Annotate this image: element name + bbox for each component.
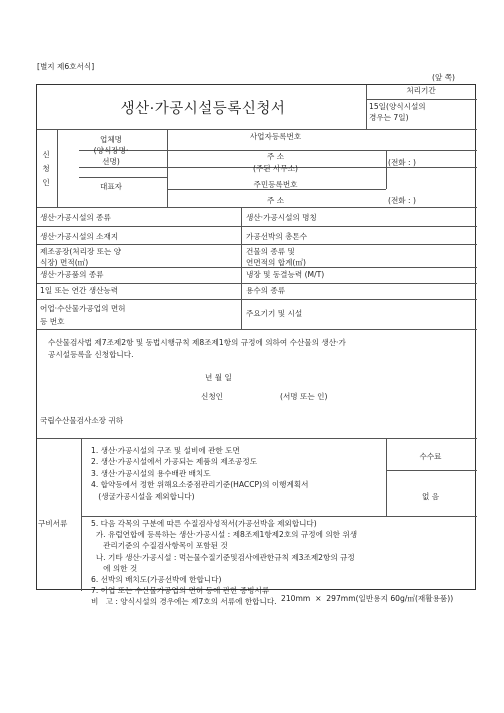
facility-type-label: 생산·가공시설의 종류 bbox=[40, 213, 111, 222]
list-item: 3. 생산·가공시설의 용수배관 배치도 bbox=[91, 468, 211, 478]
rep-address-label: 주 소 bbox=[266, 196, 285, 205]
date-line: 년 월 일 bbox=[205, 373, 232, 382]
processing-period-note: 경우는 7일) bbox=[369, 113, 409, 122]
statement-line-2: 공시설등록을 신청합니다. bbox=[48, 350, 134, 359]
product-type-label: 생산·가공품의 종류 bbox=[40, 270, 104, 279]
documents-label: 구비서류 bbox=[38, 519, 68, 528]
company-name-label: 업체명 (양식장명· 선명) bbox=[93, 135, 129, 166]
fee-value: 없 음 bbox=[421, 492, 440, 501]
form-number-label: [별지 제6호서식] bbox=[37, 62, 95, 71]
production-capacity-label: 1일 또는 연간 생산능력 bbox=[40, 286, 119, 295]
list-item: 6. 선박의 배치도(가공선박에 한합니다) bbox=[91, 575, 222, 585]
statement-line-1: 수산물검사법 제7조제2항 및 동법시행규칙 제8조제1항의 규정에 의하여 수산물의 생산·가 bbox=[48, 338, 346, 347]
documents-list-a bbox=[91, 445, 309, 502]
business-number-label: 사업자등록번호 bbox=[249, 132, 302, 141]
list-item: 가. 유럽연합에 등록하는 생산·가공시설 : 제8조제1항제2호의 규정에 의한 위생 bbox=[91, 530, 358, 540]
facility-location-label: 생산·가공시설의 소재지 bbox=[40, 232, 119, 241]
list-item: 에 의한 것 bbox=[91, 563, 138, 573]
front-side-label: (앞 쪽) bbox=[432, 73, 456, 82]
vessel-tonnage-label: 가공선박의 총톤수 bbox=[246, 232, 308, 241]
address-sub-label: (주된 사무소) bbox=[252, 164, 299, 173]
freezing-capacity-label: 냉장 및 동결능력 (M/T) bbox=[246, 270, 325, 279]
license-number-label: 어업·수산물가공업의 면허 등 번호 bbox=[40, 304, 126, 326]
list-item: 1. 생산·가공시설의 구조 및 설비에 관한 도면 bbox=[91, 446, 240, 455]
water-type-label: 용수의 종류 bbox=[246, 286, 286, 295]
list-item: 나. 기타 생산·가공시설 : 먹는물수질기준및검사에관한규칙 제3조제2항의 규정 bbox=[91, 552, 355, 562]
phone-label: (전화 : ) bbox=[388, 158, 416, 167]
applicant-signature-label: 신청인 bbox=[201, 392, 224, 401]
facility-name-label: 생산·가공시설의 명칭 bbox=[246, 213, 317, 222]
list-item: 관리기준의 수질검사항목이 포함된 것 bbox=[91, 541, 228, 551]
form-title: 생산·가공시설등록신청서 bbox=[120, 101, 286, 117]
list-item: 비 고 : 양식시설의 경우에는 제7호의 서류에 한합니다. bbox=[91, 597, 277, 607]
rep-phone-label: (전화 : ) bbox=[388, 196, 416, 205]
addressee-label: 국립수산물검사소장 귀하 bbox=[40, 416, 124, 425]
list-item: (생굴가공시설을 제외합니다) bbox=[91, 491, 195, 501]
processing-period-value: 15일(양식시설의 bbox=[369, 102, 426, 111]
list-item: 2. 생산·가공시설에서 가공되는 제품의 제조공정도 bbox=[91, 457, 258, 467]
signature-label: (서명 또는 인) bbox=[280, 392, 328, 401]
processing-period-label: 처리기간 bbox=[406, 86, 436, 95]
resident-number-label: 주민등록번호 bbox=[253, 180, 298, 189]
list-item: 5. 다음 각목의 구분에 따른 수질검사성적서(가공선박을 제외합니다) bbox=[91, 519, 317, 528]
paper-size-footer: 210mm × 297mm(일반용지 60g/㎡(재활용품)) bbox=[281, 594, 454, 603]
fee-label: 수수료 bbox=[419, 452, 442, 461]
list-item: 4. 합약등에서 정한 위해요소중점관리기준(HACCP)의 이행계획서 bbox=[91, 480, 309, 490]
list-item: 7. 어업 또는 수산물가공업의 면허 등에 관한 증빙서류 bbox=[91, 586, 270, 596]
building-label: 건물의 종류 및 연면적의 합계(㎡) bbox=[246, 247, 306, 267]
equipment-label: 주요기기 및 시설 bbox=[246, 309, 303, 318]
address-label: 주 소 bbox=[266, 152, 285, 161]
applicant-side-label: 신 청 인 bbox=[42, 150, 50, 187]
plant-area-label: 제조공장(처리장 또는 양 식장) 면적(㎡) bbox=[40, 247, 122, 267]
representative-label: 대표자 bbox=[99, 182, 122, 191]
